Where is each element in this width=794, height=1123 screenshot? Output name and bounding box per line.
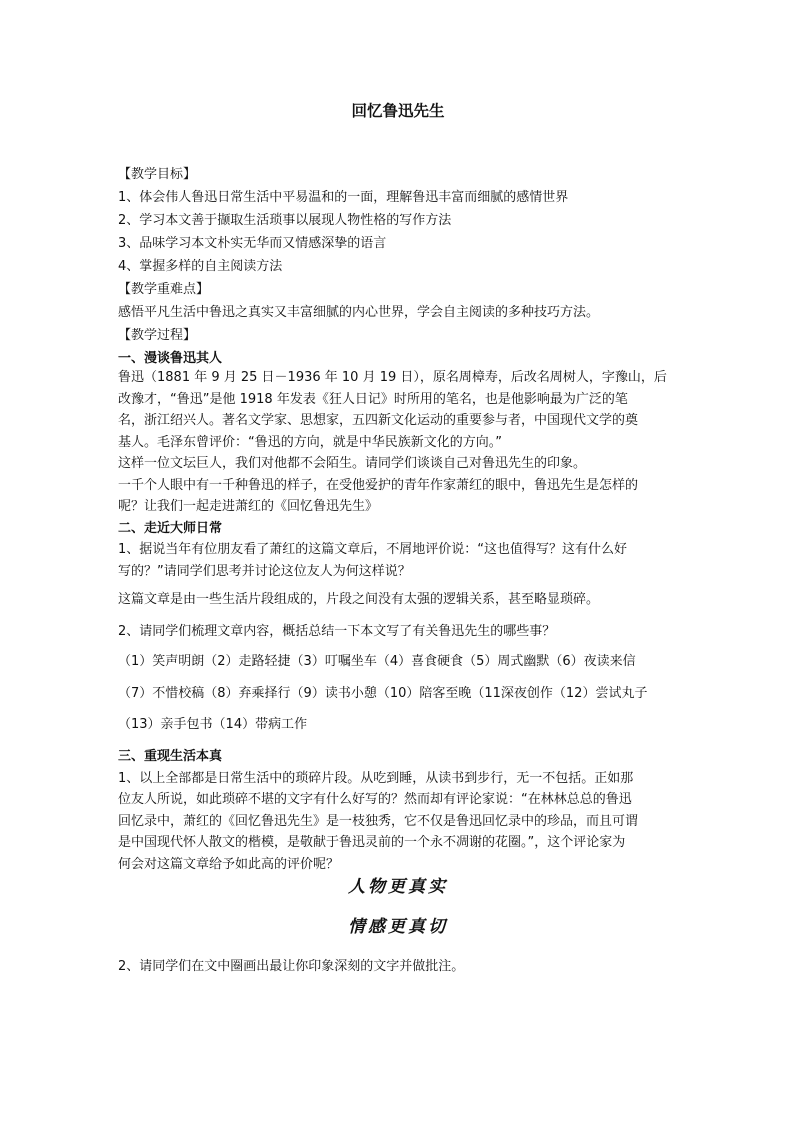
paragraph-line: 何会对这篇文章给予如此高的评价呢？: [118, 856, 340, 872]
paragraph-line: 这样一位文坛巨人，我们对他都不会陌生。请同学们谈谈自己对鲁迅先生的印象。: [118, 456, 587, 471]
paragraph-line: 改豫才，“鲁迅”是他 1918 年发表《狂人日记》时所用的笔名，也是他影响最为广泛的笔: [118, 391, 628, 407]
part2-question2: 2、请同学们梳理文章内容，概括总结一下本文写了有关鲁迅先生的哪些事？: [118, 624, 556, 639]
slogan-emotion: 情感更真切: [348, 917, 448, 937]
paragraph-line: 是中国现代怀人散文的楷模，是敬献于鲁迅灵前的一个永不凋谢的花圈。”，这个评论家为: [118, 835, 626, 850]
objective-item: 1、体会伟人鲁迅日常生活中平易温和的一面，理解鲁迅丰富而细腻的感情世界: [118, 190, 569, 205]
paragraph-line: 回忆录中，萧红的《回忆鲁迅先生》是一枝独秀，它不仅是鲁迅回忆录中的珍品，而且可谓: [118, 813, 639, 829]
events-list-line: （13）亲手包书（14）带病工作: [118, 717, 308, 732]
objective-item: 2、学习本文善于撷取生活琐事以展现人物性格的写作方法: [118, 213, 452, 228]
key-points-text: 感悟平凡生活中鲁迅之真实又丰富细腻的内心世界，学会自主阅读的多种技巧方法。: [118, 305, 600, 320]
part2-heading: 二、走近大师日常: [118, 520, 223, 536]
objectives-heading: 【教学目标】: [118, 167, 197, 182]
paragraph-line: 名，浙江绍兴人。著名文学家、思想家，五四新文化运动的重要参与者，中国现代文学的奠: [118, 413, 639, 428]
slogan-characters: 人物更真实: [348, 877, 448, 897]
objective-item: 3、品味学习本文朴实无华而又情感深挚的语言: [118, 236, 387, 251]
paragraph-line: 写的？”请同学们思考并讨论这位友人为何这样说？: [118, 563, 411, 579]
paragraph-line: 一千个人眼中有一千种鲁迅的样子，在受他爱护的青年作家萧红的眼中，鲁迅先生是怎样的: [118, 477, 639, 493]
paragraph-line: 呢？让我们一起走进萧红的《回忆鲁迅先生》: [118, 499, 379, 514]
part3-question2: 2、请同学们在文中圈画出最让你印象深刻的文字并做批注。: [118, 959, 465, 974]
part3-body: [118, 746, 678, 875]
key-points-heading: 【教学重难点】: [118, 282, 210, 297]
part2-answer1: 这篇文章是由一些生活片段组成的，片段之间没有太强的逻辑关系，甚至略显琐碎。: [118, 592, 600, 607]
part3-heading: 三、重现生活本真: [118, 749, 223, 764]
paragraph-line: 鲁迅（1881 年 9 月 25 日－1936 年 10 月 19 日），原名周樟寿，后改名周树人，字豫山，后: [118, 370, 667, 385]
paragraph-line: 1、据说当年有位朋友看了萧红的这篇文章后，不屑地评价说：“这也值得写？这有什么好: [118, 542, 628, 557]
paragraph-line: 1、以上全部都是日常生活中的琐碎片段。从吃到睡，从读书到步行，无一不包括。正如那: [118, 770, 634, 786]
events-list-line: （1）笑声明朗（2）走路轻捷（3）叮嘱坐车（4）喜食硬食（5）周式幽默（6）夜读来信: [118, 654, 636, 669]
events-list-line: （7）不惜校稿（8）弃乘择行（9）读书小憩（10）陪客至晚（11深夜创作（12）尝试丸子: [118, 686, 648, 701]
paragraph-line: 位友人所说，如此琐碎不堪的文字有什么好写的？然而却有评论家说：“在林林总总的鲁迅: [118, 792, 632, 807]
part1-heading: 一、漫谈鲁迅其人: [118, 351, 223, 366]
document-title: 回忆鲁迅先生: [351, 102, 445, 120]
paragraph-line: 基人。毛泽东曾评价：“鲁迅的方向，就是中华民族新文化的方向。”: [118, 434, 502, 450]
objectives-section: [118, 163, 678, 370]
objective-item: 4、掌握多样的自主阅读方法: [118, 259, 283, 274]
process-heading: 【教学过程】: [118, 328, 197, 343]
part1-body: [118, 367, 678, 582]
